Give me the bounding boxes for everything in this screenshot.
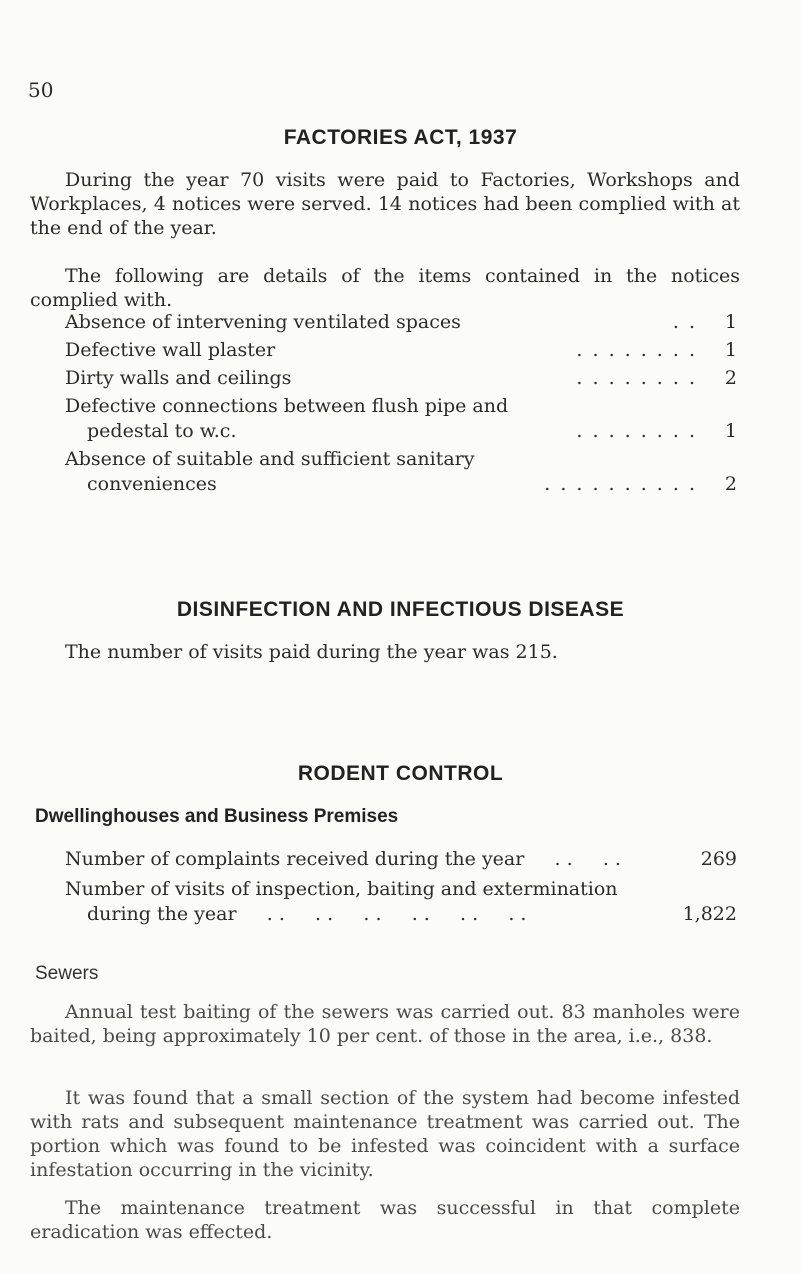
page-number: 50	[28, 78, 54, 102]
leader-dots: . . . . . . . .	[576, 420, 697, 442]
factories-heading: FACTORIES ACT, 1937	[283, 126, 518, 149]
item-count: 1	[724, 311, 737, 333]
sewers-subheading: Sewers	[35, 963, 99, 984]
list-item	[65, 366, 737, 391]
factories-paragraph-2: The following are details of the items contained in the notices complied with.	[30, 265, 740, 311]
item-text: Absence of suitable and sufficient sanitary	[65, 448, 475, 470]
list-item	[65, 310, 737, 335]
item-text: Defective connections between flush pipe and	[65, 395, 509, 417]
item-text: Defective wall plaster	[65, 339, 276, 361]
dwellinghouses-subheading: Dwellinghouses and Business Premises	[35, 806, 399, 827]
item-count: 1	[724, 339, 737, 361]
factories-paragraph-1: During the year 70 visits were paid to Factories, Workshops and Workplaces, 4 notices were served. 14 notices had been complied with at the end of the year.	[30, 169, 740, 239]
list-item	[65, 847, 737, 872]
leader-dots: . . . . . . . .	[576, 339, 697, 361]
disinfection-paragraph: The number of visits paid during the year was 215.	[65, 641, 558, 663]
item-count: 2	[724, 367, 737, 389]
rodent-heading: RODENT CONTROL	[297, 762, 504, 785]
item-text: Dirty walls and ceilings	[65, 367, 292, 389]
sewers-paragraph-1: Annual test baiting of the sewers was carried out. 83 manholes were baited, being approximately 10 per cent. of those in the area, i.e., 838.	[30, 1001, 740, 1047]
item-text: Number of visits of inspection, baiting and extermination	[65, 878, 618, 900]
rodent-items-list	[65, 847, 737, 927]
item-text-continued: during the year . . . . . . . . . . . .	[87, 903, 527, 925]
item-text: Absence of intervening ventilated spaces	[65, 311, 461, 333]
item-count: 1	[724, 420, 737, 442]
sewers-paragraph-2: It was found that a small section of the system had become infested with rats and subsequent maintenance treatment was carried out. The portion which was found to be infested was coincident with a surface infestation occurring in the vicinity.	[30, 1087, 740, 1181]
item-count: 1,822	[682, 903, 737, 925]
factories-items-list	[65, 310, 737, 497]
leader-dots: . . . . . . . .	[576, 367, 697, 389]
leader-dots: . .	[672, 311, 697, 333]
disinfection-heading: DISINFECTION AND INFECTIOUS DISEASE	[176, 598, 625, 621]
leader-dots: . . . . . . . . . .	[544, 473, 697, 495]
list-item	[65, 447, 737, 497]
item-text-continued: pedestal to w.c.	[87, 420, 237, 442]
item-count: 2	[724, 473, 737, 495]
item-text: Number of complaints received during the year . . . .	[65, 848, 621, 870]
item-text-continued: conveniences	[87, 473, 217, 495]
list-item	[65, 394, 737, 444]
list-item	[65, 338, 737, 363]
list-item	[65, 877, 737, 927]
item-count: 269	[700, 848, 737, 870]
sewers-paragraph-3: The maintenance treatment was successful in that complete eradication was effected.	[30, 1197, 740, 1243]
